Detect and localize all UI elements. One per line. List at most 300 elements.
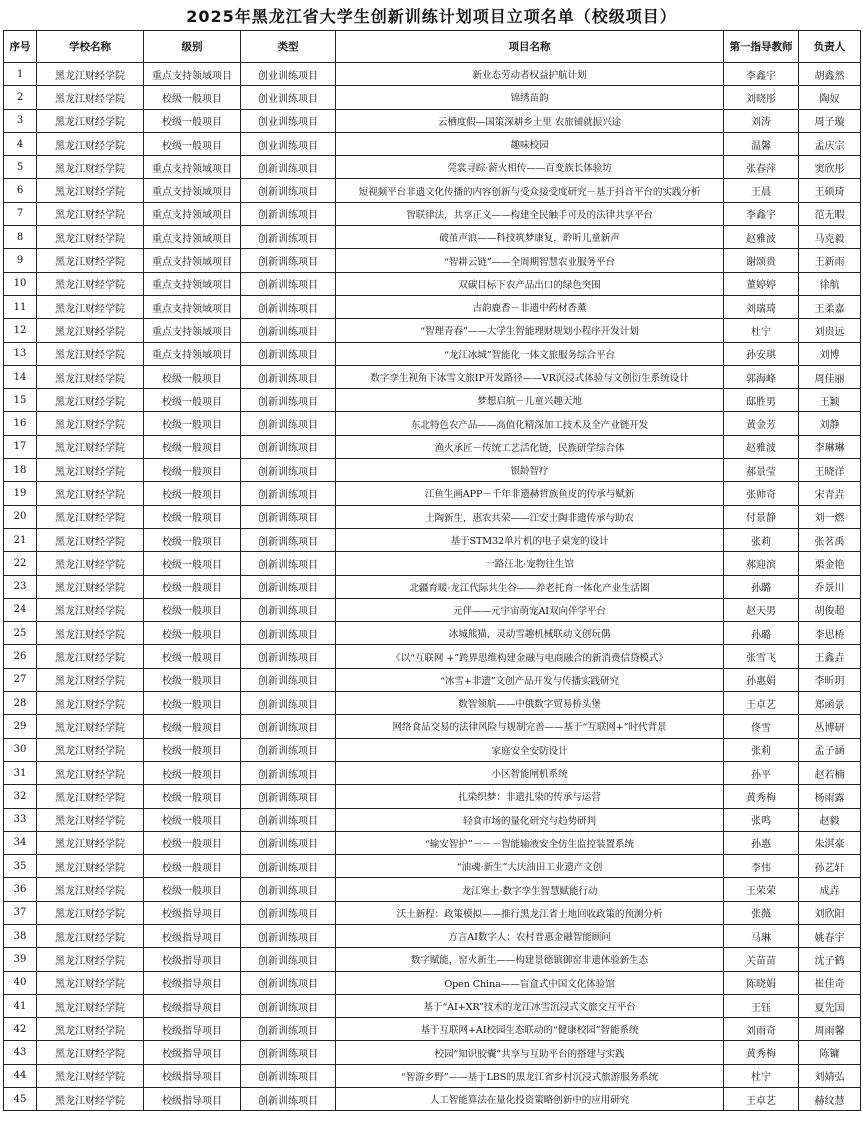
- header-advisor: 第一指导教师: [724, 31, 799, 63]
- cell-project: 元伴——元宇宙萌宠AI双向伴学平台: [336, 598, 724, 621]
- cell-type: 创新训练项目: [241, 831, 336, 854]
- cell-project: 梦想启航－儿童兴趣天地: [336, 389, 724, 412]
- cell-index: 29: [4, 715, 37, 738]
- cell-type: 创新训练项目: [241, 738, 336, 761]
- table-row: [4, 901, 861, 924]
- cell-project: 人工智能算法在量化投资策略创新中的应用研究: [336, 1088, 724, 1111]
- cell-leader: 孙艺轩: [799, 855, 861, 878]
- cell-type: 创新训练项目: [241, 505, 336, 528]
- cell-level: 校级指导项目: [144, 994, 241, 1017]
- cell-advisor: 张莉: [724, 738, 799, 761]
- cell-leader: 赫纹慧: [799, 1088, 861, 1111]
- cell-school: 黑龙江财经学院: [37, 528, 144, 551]
- cell-school: 黑龙江财经学院: [37, 994, 144, 1017]
- cell-school: 黑龙江财经学院: [37, 202, 144, 225]
- cell-project: 古韵鹿香－非遗中药材香薰: [336, 295, 724, 318]
- cell-index: 45: [4, 1088, 37, 1111]
- cell-project: 校园“知识胶囊”共享与互助平台的搭建与实践: [336, 1041, 724, 1064]
- cell-index: 38: [4, 924, 37, 947]
- cell-leader: 孟子涵: [799, 738, 861, 761]
- cell-school: 黑龙江财经学院: [37, 552, 144, 575]
- cell-level: 重点支持领域项目: [144, 202, 241, 225]
- cell-school: 黑龙江财经学院: [37, 412, 144, 435]
- cell-type: 创新训练项目: [241, 901, 336, 924]
- cell-leader: 栗金艳: [799, 552, 861, 575]
- cell-index: 37: [4, 901, 37, 924]
- cell-index: 34: [4, 831, 37, 854]
- cell-advisor: 张雪飞: [724, 645, 799, 668]
- cell-type: 创业训练项目: [241, 86, 336, 109]
- cell-leader: 陈镛: [799, 1041, 861, 1064]
- cell-type: 创新训练项目: [241, 412, 336, 435]
- cell-advisor: 董婷婷: [724, 272, 799, 295]
- cell-type: 创业训练项目: [241, 63, 336, 86]
- cell-level: 校级一般项目: [144, 389, 241, 412]
- cell-leader: 王硕琦: [799, 179, 861, 202]
- cell-leader: 徐航: [799, 272, 861, 295]
- cell-advisor: 黄金芳: [724, 412, 799, 435]
- cell-leader: 王晓洋: [799, 459, 861, 482]
- cell-level: 校级一般项目: [144, 365, 241, 388]
- table-row: [4, 924, 861, 947]
- table-row: [4, 412, 861, 435]
- cell-level: 校级一般项目: [144, 575, 241, 598]
- cell-leader: 李昕玥: [799, 668, 861, 691]
- table-row: [4, 528, 861, 551]
- cell-school: 黑龙江财经学院: [37, 132, 144, 155]
- cell-advisor: 陈晓娟: [724, 971, 799, 994]
- cell-advisor: 郝迎滨: [724, 552, 799, 575]
- cell-level: 校级一般项目: [144, 761, 241, 784]
- cell-advisor: 杜宁: [724, 319, 799, 342]
- cell-type: 创业训练项目: [241, 132, 336, 155]
- cell-advisor: 孙璐: [724, 575, 799, 598]
- cell-project: 锦绣苗韵: [336, 86, 724, 109]
- cell-project: 双碳目标下农产品出口的绿色突围: [336, 272, 724, 295]
- cell-school: 黑龙江财经学院: [37, 156, 144, 179]
- cell-index: 41: [4, 994, 37, 1017]
- cell-school: 黑龙江财经学院: [37, 924, 144, 947]
- table-row: [4, 226, 861, 249]
- cell-level: 校级一般项目: [144, 86, 241, 109]
- table-row: [4, 552, 861, 575]
- cell-type: 创新训练项目: [241, 971, 336, 994]
- cell-school: 黑龙江财经学院: [37, 948, 144, 971]
- cell-leader: 周佳丽: [799, 365, 861, 388]
- table-row: [4, 482, 861, 505]
- cell-index: 1: [4, 63, 37, 86]
- cell-type: 创新训练项目: [241, 1064, 336, 1087]
- cell-leader: 刘一燃: [799, 505, 861, 528]
- cell-advisor: 刘涛: [724, 109, 799, 132]
- cell-project: 新业态劳动者权益护航计划: [336, 63, 724, 86]
- cell-level: 校级一般项目: [144, 645, 241, 668]
- cell-project: “冰雪+非遗”文创产品开发与传播实践研究: [336, 668, 724, 691]
- cell-index: 28: [4, 692, 37, 715]
- cell-project: 云栖度假—国策深耕乡土里 农旅铺就振兴途: [336, 109, 724, 132]
- table-row: [4, 878, 861, 901]
- cell-index: 2: [4, 86, 37, 109]
- cell-type: 创新训练项目: [241, 295, 336, 318]
- cell-project: “输安智护”－－－智能输液安全仿生监控装置系统: [336, 831, 724, 854]
- cell-school: 黑龙江财经学院: [37, 482, 144, 505]
- cell-index: 26: [4, 645, 37, 668]
- cell-school: 黑龙江财经学院: [37, 808, 144, 831]
- cell-index: 24: [4, 598, 37, 621]
- header-index: 序号: [4, 31, 37, 63]
- cell-advisor: 温馨: [724, 132, 799, 155]
- cell-school: 黑龙江财经学院: [37, 365, 144, 388]
- cell-advisor: 王荣荣: [724, 878, 799, 901]
- cell-type: 创新训练项目: [241, 249, 336, 272]
- cell-project: 江鱼生画APP－千年非遗赫哲族鱼皮的传承与赋新: [336, 482, 724, 505]
- cell-type: 创新训练项目: [241, 226, 336, 249]
- cell-project: “智理青春”——大学生智能理财规划小程序开发计划: [336, 319, 724, 342]
- cell-leader: 陶奴: [799, 86, 861, 109]
- cell-advisor: 赵天男: [724, 598, 799, 621]
- cell-school: 黑龙江财经学院: [37, 831, 144, 854]
- cell-type: 创新训练项目: [241, 948, 336, 971]
- cell-project: 渔火承匠－传统工艺活化链，民族研学综合体: [336, 435, 724, 458]
- cell-level: 重点支持领域项目: [144, 179, 241, 202]
- cell-index: 43: [4, 1041, 37, 1064]
- table-row: [4, 272, 861, 295]
- cell-school: 黑龙江财经学院: [37, 622, 144, 645]
- cell-leader: 刘静: [799, 412, 861, 435]
- cell-leader: 夏先国: [799, 994, 861, 1017]
- cell-school: 黑龙江财经学院: [37, 109, 144, 132]
- cell-advisor: 郝景莹: [724, 459, 799, 482]
- cell-school: 黑龙江财经学院: [37, 785, 144, 808]
- cell-advisor: 孙平: [724, 761, 799, 784]
- cell-advisor: 张莉: [724, 528, 799, 551]
- table-row: [4, 971, 861, 994]
- cell-advisor: 马琳: [724, 924, 799, 947]
- cell-type: 创新训练项目: [241, 668, 336, 691]
- cell-leader: 刘婧弘: [799, 1064, 861, 1087]
- cell-advisor: 佟雪: [724, 715, 799, 738]
- cell-type: 创新训练项目: [241, 156, 336, 179]
- table-row: [4, 831, 861, 854]
- cell-project: 土陶新生，惠农共荣——江安土陶非遗传承与助农: [336, 505, 724, 528]
- cell-index: 42: [4, 1018, 37, 1041]
- cell-leader: 刘欣阳: [799, 901, 861, 924]
- cell-leader: 崔佳奇: [799, 971, 861, 994]
- cell-type: 创新训练项目: [241, 575, 336, 598]
- cell-project: “智游乡野”——基于LBS的黑龙江省乡村沉浸式旅游服务系统: [336, 1064, 724, 1087]
- cell-type: 创新训练项目: [241, 1018, 336, 1041]
- cell-index: 21: [4, 528, 37, 551]
- cell-leader: 沈子鹤: [799, 948, 861, 971]
- cell-level: 校级一般项目: [144, 831, 241, 854]
- cell-project: 网络食品交易的法律风险与规制完善——基于“互联网+”时代背景: [336, 715, 724, 738]
- cell-level: 校级指导项目: [144, 948, 241, 971]
- cell-leader: 郑函景: [799, 692, 861, 715]
- header-leader: 负责人: [799, 31, 861, 63]
- cell-advisor: 刘晓彤: [724, 86, 799, 109]
- cell-school: 黑龙江财经学院: [37, 598, 144, 621]
- cell-leader: 王柔嘉: [799, 295, 861, 318]
- cell-school: 黑龙江财经学院: [37, 878, 144, 901]
- cell-leader: 乔景川: [799, 575, 861, 598]
- cell-project: 趣味校园: [336, 132, 724, 155]
- table-row: [4, 132, 861, 155]
- cell-advisor: 刘瑞琦: [724, 295, 799, 318]
- cell-project: 短视频平台非遗文化传播的内容创新与受众接受度研究－基于抖音平台的实践分析: [336, 179, 724, 202]
- cell-level: 校级一般项目: [144, 808, 241, 831]
- cell-leader: 刘贵远: [799, 319, 861, 342]
- cell-type: 创新训练项目: [241, 808, 336, 831]
- cell-advisor: 张春萍: [724, 156, 799, 179]
- cell-project: 基于互联网+AI校园生态联动的“健康校园”智能系统: [336, 1018, 724, 1041]
- cell-level: 重点支持领域项目: [144, 156, 241, 179]
- cell-type: 创新训练项目: [241, 389, 336, 412]
- cell-level: 校级一般项目: [144, 668, 241, 691]
- table-row: [4, 109, 861, 132]
- cell-level: 校级一般项目: [144, 528, 241, 551]
- table-row: [4, 249, 861, 272]
- table-row: [4, 598, 861, 621]
- cell-project: 一路汪北·宠物往生馆: [336, 552, 724, 575]
- cell-leader: 范无暇: [799, 202, 861, 225]
- cell-level: 校级一般项目: [144, 738, 241, 761]
- cell-leader: 成垚: [799, 878, 861, 901]
- cell-level: 校级指导项目: [144, 924, 241, 947]
- cell-leader: 胡俊超: [799, 598, 861, 621]
- cell-level: 重点支持领域项目: [144, 63, 241, 86]
- header-school: 学校名称: [37, 31, 144, 63]
- cell-index: 13: [4, 342, 37, 365]
- cell-index: 17: [4, 435, 37, 458]
- cell-type: 创新训练项目: [241, 878, 336, 901]
- cell-leader: 胡鑫然: [799, 63, 861, 86]
- cell-school: 黑龙江财经学院: [37, 1064, 144, 1087]
- cell-advisor: 赵雅波: [724, 226, 799, 249]
- cell-index: 39: [4, 948, 37, 971]
- table-row: [4, 738, 861, 761]
- cell-project: Open China——盲盒式中国文化体验馆: [336, 971, 724, 994]
- cell-index: 16: [4, 412, 37, 435]
- cell-advisor: 张帅奇: [724, 482, 799, 505]
- cell-school: 黑龙江财经学院: [37, 575, 144, 598]
- cell-level: 校级一般项目: [144, 412, 241, 435]
- cell-type: 创新训练项目: [241, 319, 336, 342]
- cell-project: 莞裳寻踪·薪火相传——百变族长体验坊: [336, 156, 724, 179]
- cell-project: 数字赋能，窑火新生——构建景德镇御窑非遗体验新生态: [336, 948, 724, 971]
- table-row: [4, 622, 861, 645]
- cell-leader: 王新雨: [799, 249, 861, 272]
- cell-index: 40: [4, 971, 37, 994]
- cell-type: 创新训练项目: [241, 552, 336, 575]
- cell-leader: 周雨馨: [799, 1018, 861, 1041]
- cell-level: 校级一般项目: [144, 692, 241, 715]
- table-row: [4, 319, 861, 342]
- cell-type: 创新训练项目: [241, 622, 336, 645]
- cell-project: 沃土新程：政策模拟——推行黑龙江省土地回收政策的预测分析: [336, 901, 724, 924]
- table-row: [4, 342, 861, 365]
- table-row: [4, 202, 861, 225]
- cell-school: 黑龙江财经学院: [37, 971, 144, 994]
- cell-type: 创新训练项目: [241, 1041, 336, 1064]
- cell-project: 北疆育暖·龙江代际共生谷——养老托育一体化产业生活圈: [336, 575, 724, 598]
- cell-index: 5: [4, 156, 37, 179]
- cell-level: 校级指导项目: [144, 1041, 241, 1064]
- cell-school: 黑龙江财经学院: [37, 342, 144, 365]
- cell-leader: 孟庆宗: [799, 132, 861, 155]
- cell-level: 校级一般项目: [144, 855, 241, 878]
- cell-leader: 宋青垚: [799, 482, 861, 505]
- cell-index: 30: [4, 738, 37, 761]
- cell-type: 创新训练项目: [241, 202, 336, 225]
- table-row: [4, 179, 861, 202]
- cell-school: 黑龙江财经学院: [37, 1018, 144, 1041]
- cell-type: 创新训练项目: [241, 342, 336, 365]
- cell-project: 数字孪生视角下冰雪文旅IP开发路径——VR沉浸式体验与文创衍生系统设计: [336, 365, 724, 388]
- cell-type: 创新训练项目: [241, 1088, 336, 1111]
- cell-advisor: 刘雨奇: [724, 1018, 799, 1041]
- cell-index: 10: [4, 272, 37, 295]
- table-row: [4, 365, 861, 388]
- cell-leader: 刘博: [799, 342, 861, 365]
- cell-level: 重点支持领域项目: [144, 342, 241, 365]
- cell-leader: 姚春宇: [799, 924, 861, 947]
- cell-index: 33: [4, 808, 37, 831]
- cell-school: 黑龙江财经学院: [37, 319, 144, 342]
- table-row: [4, 994, 861, 1017]
- table-row: [4, 435, 861, 458]
- cell-index: 22: [4, 552, 37, 575]
- cell-project: “龙江冰城”智能化一体文旅服务综合平台: [336, 342, 724, 365]
- cell-level: 校级一般项目: [144, 505, 241, 528]
- cell-level: 校级一般项目: [144, 459, 241, 482]
- cell-index: 4: [4, 132, 37, 155]
- cell-project: 小区智能闸机系统: [336, 761, 724, 784]
- cell-level: 校级一般项目: [144, 598, 241, 621]
- cell-level: 校级指导项目: [144, 1064, 241, 1087]
- project-table: [3, 30, 861, 1111]
- cell-project: 《以“互联网 +”跨界思维构建金融与电商融合的新消费信贷模式》: [336, 645, 724, 668]
- table-row: [4, 1018, 861, 1041]
- table-row: [4, 295, 861, 318]
- cell-project: 破茧声浪——科技筑梦康复，聆听儿童新声: [336, 226, 724, 249]
- cell-index: 12: [4, 319, 37, 342]
- table-row: [4, 715, 861, 738]
- cell-leader: 朱淇豪: [799, 831, 861, 854]
- cell-index: 15: [4, 389, 37, 412]
- cell-advisor: 黄秀梅: [724, 785, 799, 808]
- table-row: [4, 575, 861, 598]
- table-row: [4, 761, 861, 784]
- cell-project: 智联律法，共享正义——构建全民触手可及的法律共享平台: [336, 202, 724, 225]
- table-header-row: [4, 31, 861, 63]
- cell-leader: 丛博研: [799, 715, 861, 738]
- cell-type: 创新训练项目: [241, 435, 336, 458]
- cell-leader: 李琳琳: [799, 435, 861, 458]
- header-level: 级别: [144, 31, 241, 63]
- cell-level: 校级指导项目: [144, 1018, 241, 1041]
- cell-school: 黑龙江财经学院: [37, 435, 144, 458]
- table-row: [4, 948, 861, 971]
- cell-advisor: 王卓艺: [724, 1088, 799, 1111]
- cell-leader: 赵若楠: [799, 761, 861, 784]
- table-row: [4, 1041, 861, 1064]
- cell-index: 23: [4, 575, 37, 598]
- cell-project: 扎染织梦：非遗扎染的传承与运营: [336, 785, 724, 808]
- cell-leader: 王颖: [799, 389, 861, 412]
- cell-school: 黑龙江财经学院: [37, 855, 144, 878]
- cell-level: 校级一般项目: [144, 552, 241, 575]
- cell-school: 黑龙江财经学院: [37, 63, 144, 86]
- cell-advisor: 杜宁: [724, 1064, 799, 1087]
- cell-index: 8: [4, 226, 37, 249]
- cell-index: 9: [4, 249, 37, 272]
- cell-index: 6: [4, 179, 37, 202]
- cell-school: 黑龙江财经学院: [37, 295, 144, 318]
- cell-type: 创新训练项目: [241, 482, 336, 505]
- table-row: [4, 389, 861, 412]
- cell-school: 黑龙江财经学院: [37, 1088, 144, 1111]
- cell-project: 数智领航——中俄数字贸易桥头堡: [336, 692, 724, 715]
- cell-project: “智耕云链”——全周期智慧农业服务平台: [336, 249, 724, 272]
- cell-leader: 赵毅: [799, 808, 861, 831]
- cell-advisor: 王卓艺: [724, 692, 799, 715]
- cell-type: 创新训练项目: [241, 272, 336, 295]
- cell-type: 创新训练项目: [241, 855, 336, 878]
- cell-school: 黑龙江财经学院: [37, 226, 144, 249]
- cell-project: 银龄智疗: [336, 459, 724, 482]
- cell-level: 校级一般项目: [144, 715, 241, 738]
- cell-advisor: 李伟: [724, 855, 799, 878]
- cell-school: 黑龙江财经学院: [37, 645, 144, 668]
- table-row: [4, 692, 861, 715]
- cell-project: 龙江寒土·数字孪生智慧赋能行动: [336, 878, 724, 901]
- cell-level: 重点支持领域项目: [144, 295, 241, 318]
- table-row: [4, 505, 861, 528]
- cell-level: 重点支持领域项目: [144, 272, 241, 295]
- cell-school: 黑龙江财经学院: [37, 692, 144, 715]
- cell-index: 44: [4, 1064, 37, 1087]
- cell-school: 黑龙江财经学院: [37, 1041, 144, 1064]
- cell-type: 创新训练项目: [241, 761, 336, 784]
- cell-advisor: 孙惠: [724, 831, 799, 854]
- cell-school: 黑龙江财经学院: [37, 389, 144, 412]
- cell-index: 27: [4, 668, 37, 691]
- cell-level: 校级一般项目: [144, 785, 241, 808]
- cell-level: 校级一般项目: [144, 482, 241, 505]
- cell-project: 轻食市场的量化研究与趋势研判: [336, 808, 724, 831]
- cell-advisor: 张鸣: [724, 808, 799, 831]
- cell-index: 32: [4, 785, 37, 808]
- table-row: [4, 855, 861, 878]
- cell-level: 校级一般项目: [144, 878, 241, 901]
- cell-level: 校级指导项目: [144, 901, 241, 924]
- table-row: [4, 1064, 861, 1087]
- cell-type: 创新训练项目: [241, 459, 336, 482]
- cell-advisor: 张薇: [724, 901, 799, 924]
- header-type: 类型: [241, 31, 336, 63]
- header-project: 项目名称: [336, 31, 724, 63]
- table-row: [4, 808, 861, 831]
- cell-project: 家庭安全安防设计: [336, 738, 724, 761]
- cell-type: 创新训练项目: [241, 365, 336, 388]
- cell-type: 创新训练项目: [241, 994, 336, 1017]
- cell-advisor: 孙惠娟: [724, 668, 799, 691]
- cell-project: 基于STM32单片机的电子桌宠的设计: [336, 528, 724, 551]
- cell-project: 东北特色农产品——高值化精深加工技术及全产业链开发: [336, 412, 724, 435]
- cell-school: 黑龙江财经学院: [37, 86, 144, 109]
- cell-leader: 窦欣彤: [799, 156, 861, 179]
- cell-leader: 马克毅: [799, 226, 861, 249]
